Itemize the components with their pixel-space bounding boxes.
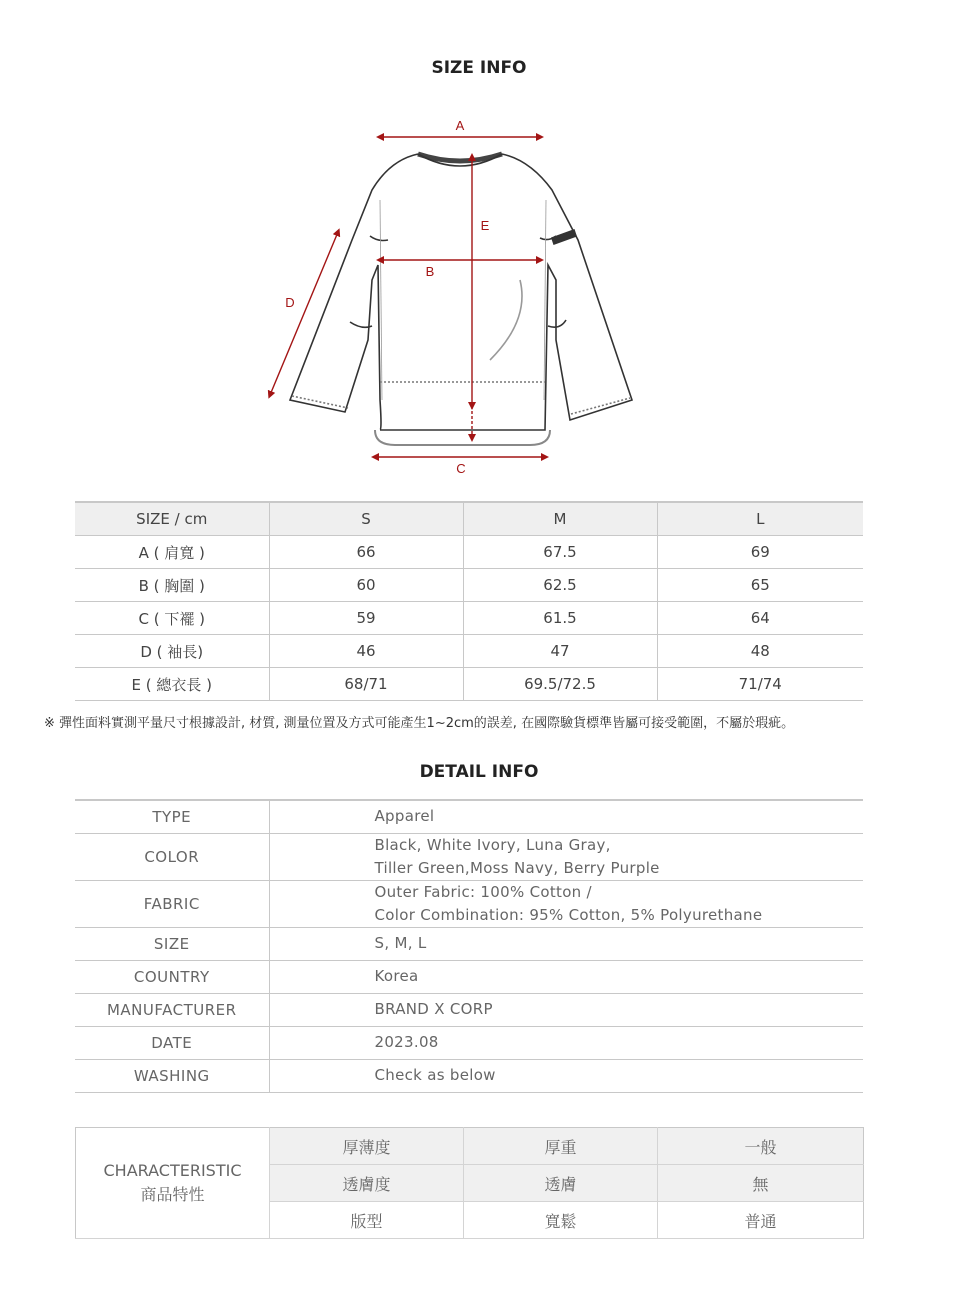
- measure-label: A ( 肩寬 ): [75, 536, 269, 569]
- size-value: 68/71: [269, 668, 463, 701]
- header-cell: S: [269, 502, 463, 536]
- table-row: [75, 833, 863, 880]
- table-row: [75, 927, 863, 960]
- detail-key: COLOR: [75, 833, 269, 880]
- header-cell: M: [463, 502, 657, 536]
- detail-info-title: DETAIL INFO: [419, 762, 539, 782]
- size-value: 65: [657, 569, 863, 602]
- table-row: [75, 635, 863, 668]
- size-value: 47: [463, 635, 657, 668]
- characteristic-cell: 厚重: [464, 1128, 658, 1165]
- table-row: [75, 880, 863, 927]
- characteristic-label: CHARACTERISTIC 商品特性: [76, 1128, 270, 1239]
- characteristic-cell: 透膚: [464, 1165, 658, 1202]
- characteristic-cell: 透膚度: [270, 1165, 464, 1202]
- detail-value: Black, White Ivory, Luna Gray, Tiller Green,Moss Navy, Berry Purple: [269, 833, 863, 880]
- detail-value: BRAND X CORP: [269, 993, 863, 1026]
- table-row: [75, 536, 863, 569]
- detail-value: Check as below: [269, 1059, 863, 1092]
- label-c: C: [456, 461, 466, 476]
- size-table-header: [75, 502, 863, 536]
- table-row: [75, 1026, 863, 1059]
- detail-key: SIZE: [75, 927, 269, 960]
- header-cell: L: [657, 502, 863, 536]
- measure-label: C ( 下襬 ): [75, 602, 269, 635]
- sweater-outline: [290, 154, 632, 445]
- size-value: 67.5: [463, 536, 657, 569]
- measure-label: E ( 總衣長 ): [75, 668, 269, 701]
- size-value: 59: [269, 602, 463, 635]
- table-row: [75, 668, 863, 701]
- detail-key: TYPE: [75, 800, 269, 833]
- size-value: 66: [269, 536, 463, 569]
- measurement-arrows: [270, 137, 545, 457]
- size-value: 60: [269, 569, 463, 602]
- characteristic-cell: 無: [658, 1165, 864, 1202]
- detail-table: [75, 799, 863, 1093]
- garment-measurement-diagram: [0, 100, 958, 490]
- size-info-title: SIZE INFO: [431, 58, 527, 78]
- table-row: [75, 602, 863, 635]
- table-row: [75, 1059, 863, 1092]
- characteristic-cell: 厚薄度: [270, 1128, 464, 1165]
- label-a: A: [455, 118, 465, 133]
- header-cell: SIZE / cm: [75, 502, 269, 536]
- size-value: 69.5/72.5: [463, 668, 657, 701]
- table-row: [75, 993, 863, 1026]
- size-value: 46: [269, 635, 463, 668]
- size-value: 62.5: [463, 569, 657, 602]
- table-row: [75, 800, 863, 833]
- size-value: 61.5: [463, 602, 657, 635]
- detail-value: Outer Fabric: 100% Cotton / Color Combination: 95% Cotton, 5% Polyurethane: [269, 880, 863, 927]
- detail-key: WASHING: [75, 1059, 269, 1092]
- measure-label: B ( 胸圍 ): [75, 569, 269, 602]
- detail-key: FABRIC: [75, 880, 269, 927]
- table-row: [75, 960, 863, 993]
- label-e: E: [480, 218, 490, 233]
- measure-label: D ( 袖長): [75, 635, 269, 668]
- characteristic-table: [75, 1127, 864, 1239]
- detail-value: S, M, L: [269, 927, 863, 960]
- size-value: 64: [657, 602, 863, 635]
- characteristic-cell: 版型: [270, 1202, 464, 1239]
- size-table: [75, 501, 863, 701]
- size-value: 48: [657, 635, 863, 668]
- size-value: 69: [657, 536, 863, 569]
- table-row: [76, 1128, 864, 1165]
- detail-key: MANUFACTURER: [75, 993, 269, 1026]
- detail-value: Apparel: [269, 800, 863, 833]
- detail-key: COUNTRY: [75, 960, 269, 993]
- size-note: ※ 彈性面料實測平量尺寸根據設計, 材質, 測量位置及方式可能產生1~2cm的誤差, 在國際驗貨標準皆屬可接受範圍，不屬於瑕疵。: [44, 716, 795, 731]
- table-row: [75, 569, 863, 602]
- label-d: D: [285, 295, 295, 310]
- detail-key: DATE: [75, 1026, 269, 1059]
- characteristic-cell: 一般: [658, 1128, 864, 1165]
- label-b: B: [425, 264, 435, 279]
- detail-value: Korea: [269, 960, 863, 993]
- characteristic-cell: 寬鬆: [464, 1202, 658, 1239]
- detail-value: 2023.08: [269, 1026, 863, 1059]
- size-value: 71/74: [657, 668, 863, 701]
- characteristic-cell: 普通: [658, 1202, 864, 1239]
